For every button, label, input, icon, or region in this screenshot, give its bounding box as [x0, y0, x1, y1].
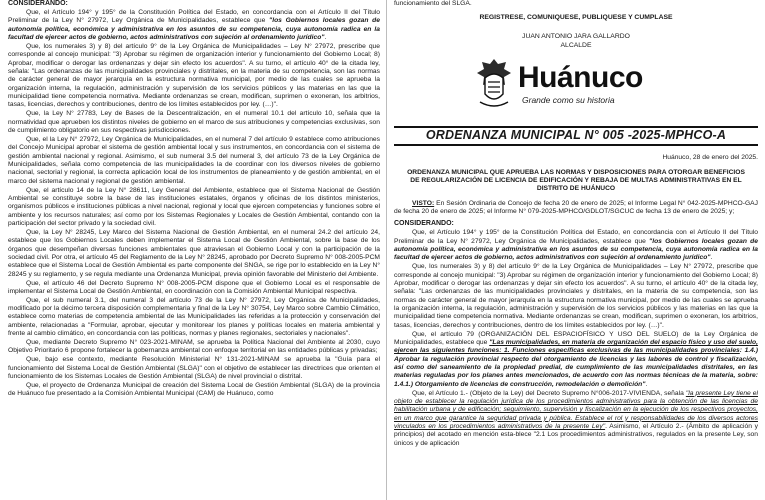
left-paragraph-text: Que, el proyecto de Ordenanza Municipal de creación del Sistema Local de Gestión Ambiental (SLGA) de la provincia de Huánuco fue presentado a la Comisión Ambiental Municipal (CAM) de Huánuco, como — [8, 382, 380, 398]
left-paragraph-text: Que, el artículo 46 del Decreto Supremo N° 008-2005-PCM dispone que el Gobierno Local es el responsable de implementar el Sistema Local de Gestión Ambiental, en coordinación con la Comisión Ambiental Municipal respectiva. — [8, 279, 380, 295]
brand-name: Huánuco — [518, 60, 643, 94]
signer-name: JUAN ANTONIO JARA GALLARDO — [522, 32, 630, 40]
left-paragraph — [8, 9, 380, 42]
right-paragraph-2: Que, los numerales 3) y 8) del artículo 9° de la Ley Orgánica de Municipalidades – Ley N° 27972, prescribe que corresponde al concejo municipal: "3) Aprobar su régimen de organización interior y funcionamiento del Gobierno Local; 8) Aprobar, modificar o derogar las ordenanzas y dejar sin efecto los acuerdos". A su turno, el artículo 40° de la citada ley, señala: "Las ordenanzas de las municipalidades provinciales y distritales, en la materia de su competencia, son las normas de carácter general de mayor jerarquía en la estructura normativa municipal, por medio de las cuales se aprueba la organización interna, la regulación, administración y supervisión de los servicios públicos y las materias en las que la municipalidad tiene competencia normativa. Mediante ordenanzas se crean, modifican, suprimen o exoneran, los arbitrios, tasas, licencias, derechos y contribuciones, dentro de los límites establecidos por ley. (…)". — [394, 263, 758, 329]
left-paragraph — [8, 110, 380, 135]
left-paragraph — [8, 136, 380, 186]
right-p3-end: . — [645, 380, 648, 388]
column-divider — [386, 0, 387, 500]
left-paragraph — [8, 297, 380, 339]
left-column — [8, 0, 380, 500]
right-paragraph-3 — [394, 331, 758, 389]
right-p1-text: Que, el Artículo 194° y 195° de la Constitución Política del Estado, en concordancia con el Artículo II del Título Preliminar de la Ley N° 27972, Ley Orgánica de Municipalidades, establece que — [394, 229, 758, 245]
municipality-logo — [394, 54, 758, 124]
left-paragraph — [8, 382, 380, 399]
visto-paragraph — [394, 200, 758, 217]
left-paragraph — [8, 280, 380, 297]
left-considerando-heading: CONSIDERANDO: — [8, 0, 68, 7]
left-paragraph-text: Que, el Artículo 194° y 195° de la Constitución Política del Estado, en concordancia con el Artículo II del Título Preliminar de la Ley N° 27972, Ley Orgánica de Municipalidades, establece que — [8, 8, 380, 25]
ordinance-title: ORDENANZA MUNICIPAL N° 005 -2025-MPHCO-A — [425, 127, 727, 142]
ordinance-date: Huánuco, 28 de enero del 2025. — [662, 154, 758, 162]
left-paragraph-text: Que, la Ley N° 27783, Ley de Bases de la Descentralización, en el numeral 10.1 del artículo 10, señala que la normatividad que aprueben los distintos niveles de gobierno en el marco de sus atribuciones y competencias exclusivas, son de cumplimiento obligatorio en sus respectivas jurisdicciones. — [8, 110, 380, 134]
left-paragraph-text: Que, el sub numeral 3.1, del numeral 3 del artículo 73 de la Ley N° 27972, Ley Orgánica de Municipalidades, modificado por la décimo tercera disposición complementaria y final de la Ley N° 30754, Ley Marco sobre Cambio Climático, establece como materias de competencia ambiental de las Municipalidades las referidas a la protección y conservación del ambiente, relacionadas a "Formular, aprobar, ejecutar y monitorear los planes y políticas locales en materia ambiental y frente al cambio climático, en concordancia con las políticas, normas y planes regionales, sectoriales y nacionales". — [8, 296, 380, 338]
right-p4-emphasis: "la presente Ley tiene el objeto de establecer la regulación jurídica de los procedimientos administrativos para la obtención de las licencias de habilitación urbana y de edificación; seguimiento, supervisión y fiscalización en la ejecución de los respectivos proyectos, en un marco que garantice la seguridad privada y pública. Establece el rol y responsabilidades de los diversos actores vinculados en los procedimientos administrativos de la presente Ley" — [394, 389, 758, 430]
left-paragraph — [8, 339, 380, 356]
right-p3-emphasis: : 1.4.) Aprobar la regulación provincial respecto del otorgamiento de licencias y las labores de control y fiscalización, así como del saneamiento de la propiedad predial, de cumplimiento de las municipalidades distritales, en las materias reguladas por los planes antes mencionados, de acuerdo con las normas técnicas de la materia, sobre: 1.4.1.) Otorgamiento de licencias de construcción, remodelación o demolición" — [394, 347, 758, 388]
left-paragraph-text: Que, el artículo 14 de la Ley N° 28611, Ley General del Ambiente, establece que el Sistema Nacional de Gestión Ambiental se constituye sobre la base de las instituciones estatales, órganos y oficinas de los distintos ministerios, organismos públicos e instituciones públicas a nivel nacional, regional y local que ejercen competencias y funciones sobre el ambiente y los recursos naturales; así como por los Sistemas Regionales y Locales de Gestión Ambiental, contando con la participación del sector privado y la sociedad civil. — [8, 186, 380, 227]
right-p4-end: . Asimismo, el Artículo 2.- (Ámbito de aplicación y principios) del acotado en mención esta-blece "2.1 Los procedimientos administrativos, regulados en la presente Ley, son únicos y de aplicación — [394, 423, 758, 447]
left-paragraphs — [8, 9, 380, 399]
visto-text: En Sesión Ordinaria de Concejo de fecha 20 de enero de 2025; el Informe Legal N° 042-2025-MPHCO-GAJ de fecha 20 de enero de 2025; el Informe N° 079-2025-MPHCO/GDLOT/SGCUC de fecha 13 de enero de 2025; y; — [394, 199, 758, 216]
right-p1-end: . — [710, 254, 713, 262]
right-paragraph-1 — [394, 229, 758, 262]
right-p3-text: Que, el artículo 79 (ORGANIZACIÓN DEL ESPACIOFÍSICO Y USO DEL SUELO) de la Ley Orgánica de Municipalidades, establece que — [394, 330, 758, 346]
signer-role: ALCALDE — [560, 41, 592, 49]
left-paragraph-text: Que, el la Ley N° 27972, Ley Orgánica de Municipalidades, en el numeral 7 del artículo 9 establece como atribuciones del Concejo Municipal aprobar el sistema de gestión ambiental local y sus instrumentos, en concordancia con el sistema de gestión ambiental nacional y regional. Asimismo, el sub numeral 3.5 del numeral 3, del artículo 73 de la Ley Orgánica de Municipalidades, señala como competencia de las municipalidades la de coordinar con los diversos niveles de gobierno nacional, sectorial y regional, la correcta aplicación local de los instrumentos de planeamiento y de gestión ambiental, en el marco del sistema nacional y regional de gestión ambiental. — [8, 135, 380, 185]
left-paragraph-text: Que, la Ley N° 28245, Ley Marco del Sistema Nacional de Gestión Ambiental, en el numeral 24.2 del artículo 24, establece que los Gobiernos Locales deben implementar el Sistema Local de Gestión Ambiental, sobre la base de los órganos que desempeñan diversas funciones ambientales que atraviesan el Gobierno Local y con la participación de la sociedad civil. Por otra, el artículo 45 del Reglamento de la Ley N° 28245, aprobado por Decreto Supremo N° 008-2005-PCM establece que el Sistema Local de Gestión Ambiental es parte componente del SNGA, se rige por lo establecido en la Ley N° 28245 y su reglamento, y se regula mediante una Ordenanza Municipal, previa opinión favorable del Ministerio del Ambiente. — [8, 228, 380, 278]
right-considerando-heading: CONSIDERANDO: — [394, 220, 454, 228]
right-p1-emphasis: "los Gobiernos locales gozan de autonomía política, económica y administrativa en los asuntos de su competencia, cuya autonomía radica en la facultad de ejercer actos de gobierno, actos administrativos con sujeción al ordenamiento jurídico" — [394, 237, 758, 262]
left-paragraph — [8, 356, 380, 381]
left-paragraph-text: Que, los numerales 3) y 8) del artículo 9° de la Ley Orgánica de Municipalidades – Ley N° 27972, prescribe que corresponde al concejo municipal: "3) Aprobar su régimen de organización interior y funcionamiento del Gobierno Local; 8) Aprobar, modificar o derogar las ordenanzas y dejar sin efecto los acuerdos". A su turno, el artículo 40° de la citada ley, señala: "Las ordenanzas de las municipalidades provinciales y distritales, en la materia de su competencia, son las normas de carácter general de mayor jerarquía en la estructura normativa municipal, por medio de las cuales se aprueba la organización interna, la regulación, administración y supervisión de los servicios públicos y las materias en las que la municipalidad tiene competencia normativa. Mediante ordenanzas se crean, modifican, suprimen o exoneran, los arbitrios, tasas, licencias, derechos y contribuciones, dentro de los límites establecidos por ley. (…)". — [8, 42, 380, 109]
left-paragraph-end: . — [324, 33, 327, 41]
right-top-line: funcionamiento del SLGA. — [394, 0, 472, 7]
right-p3-emphasis-underlined: "Las municipalidades, en materia de organización del espacio físico y uso del suelo, ejercen las siguientes funciones: 1. Funciones específicas exclusivas de las municipalidades provinciales — [394, 338, 758, 355]
right-column — [394, 0, 758, 500]
municipal-seal-icon — [474, 58, 514, 110]
right-paragraph-4 — [394, 390, 758, 448]
visto-label: VISTO: — [412, 199, 435, 207]
left-paragraph — [8, 187, 380, 229]
left-paragraph-text: Que, bajo ese contexto, mediante Resolución Ministerial N° 131-2021-MINAM se aprueba la "Guía para el funcionamiento del Sistema Local de Gestión Ambiental (SLGA)" con el objetivo de establecer las directrices que orienten el funcionamiento de los Sistemas Locales de Gestión Ambiental (SLGA) de nivel provincial o distrital. — [8, 356, 380, 381]
left-paragraph-text: Que, mediante Decreto Supremo N° 023-2021-MINAM, se aprueba la Política Nacional del Ambiente al 2030, cuyo Objetivo Prioritario 6 propone fortalecer la gobernanza ambiental con enfoque territorial en las entidades públicas y privadas; — [8, 339, 380, 355]
left-paragraph — [8, 229, 380, 279]
ordinance-title-bar — [394, 126, 758, 146]
publish-line: REGISTRESE, COMUNIQUESE, PUBLIQUESE Y CUMPLASE — [479, 14, 673, 22]
right-p4-text: Que, el Artículo 1.- (Objeto de la Ley) del Decreto Supremo N°006-2017-VIVIENDA, señala — [412, 389, 686, 397]
left-paragraph-emphasis: "los Gobiernos locales gozan de autonomía política, económica y administrativa en los asuntos de su competencia, cuya autonomía radica en la facultad de ejercer actos de gobierno, actos administrativos con sujeción al ordenamiento jurídico" — [8, 17, 380, 41]
ordinance-summary: ORDENANZA MUNICIPAL QUE APRUEBA LAS NORMAS Y DISPOSICIONES PARA OTORGAR BENEFICIOS DE REGULARIZACIÓN DE LICENCIA DE EDIFICACIÓN Y REBAJA DE MULTAS ADMINISTRATIVAS EN EL DISTRITO DE HUÁNUCO — [407, 168, 745, 193]
left-paragraph — [8, 43, 380, 110]
brand-tagline: Grande como su historia — [522, 94, 615, 105]
